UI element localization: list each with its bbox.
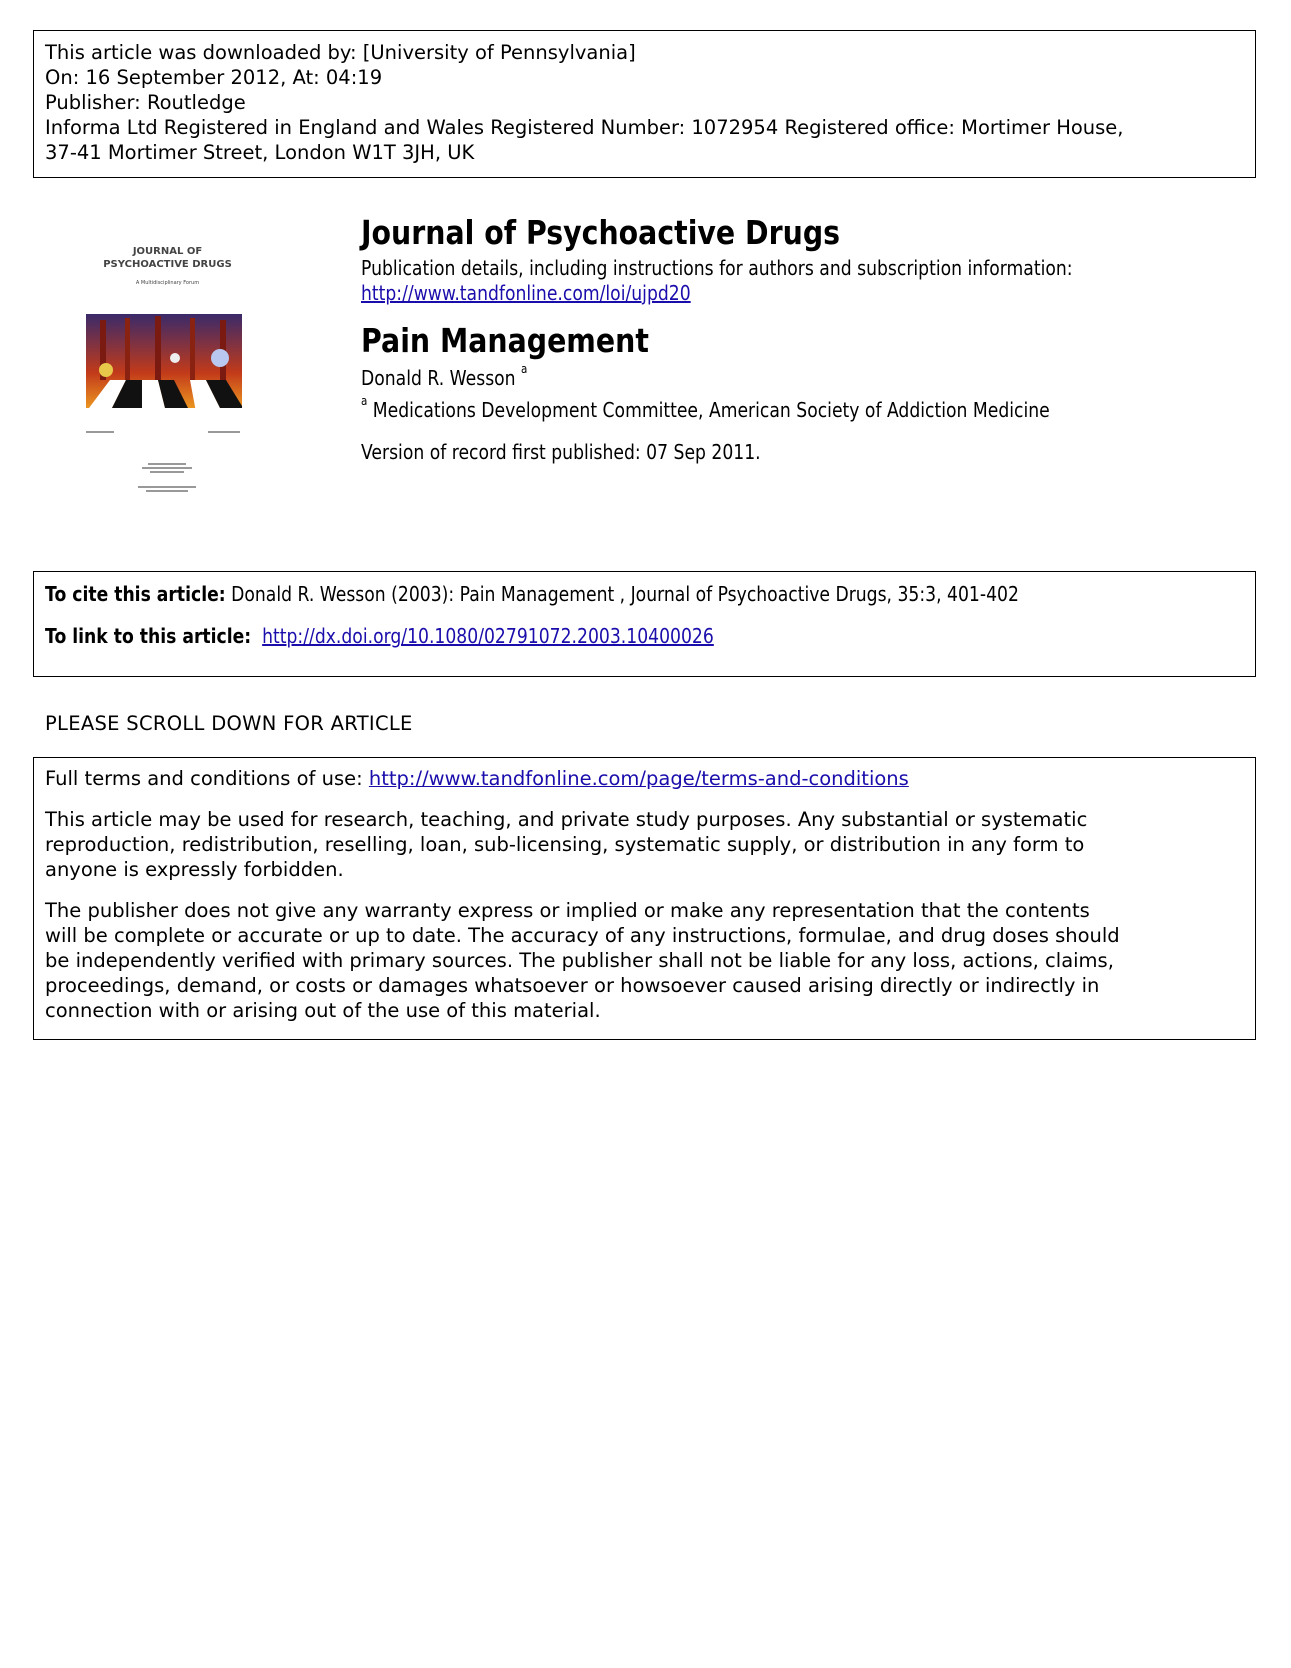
- author-affiliation-marker: a: [521, 362, 528, 376]
- disclaimer-line: connection with or arising out of the use of this material.: [45, 999, 601, 1022]
- cite-text: Donald R. Wesson (2003): Pain Management , Journal of Psychoactive Drugs, 35:3, 401-402: [231, 582, 1019, 606]
- journal-url-link[interactable]: http://www.tandfonline.com/loi/ujpd20: [361, 281, 691, 305]
- disclaimer-line: will be complete or accurate or up to date. The accuracy of any instructions, formulae, and drug doses should: [45, 924, 1120, 947]
- disclaimer-line: The publisher does not give any warranty express or implied or make any representation that the contents: [45, 899, 1090, 922]
- cover-title-line1: JOURNAL OF: [132, 246, 203, 257]
- publication-details: Publication details, including instructions for authors and subscription information:: [361, 256, 1073, 280]
- cite-line: [45, 582, 1019, 606]
- journal-title: Journal of Psychoactive Drugs: [361, 213, 841, 252]
- affiliation-line: [361, 394, 1050, 422]
- usage-line: reproduction, redistribution, reselling, loan, sub-licensing, systematic supply, or distribution in any form to: [45, 833, 1085, 856]
- download-date-line: On: 16 September 2012, At: 04:19: [45, 66, 383, 89]
- usage-paragraph: [45, 807, 1245, 882]
- scroll-down-note: PLEASE SCROLL DOWN FOR ARTICLE: [45, 712, 413, 735]
- usage-line: This article may be used for research, teaching, and private study purposes. Any substantial or systematic: [45, 808, 1088, 831]
- citation-box: [33, 571, 1256, 677]
- terms-label: Full terms and conditions of use:: [45, 767, 363, 790]
- link-label: To link to this article:: [45, 624, 252, 648]
- affiliation-text: Medications Development Committee, American Society of Addiction Medicine: [372, 398, 1050, 422]
- doi-link[interactable]: http://dx.doi.org/10.1080/02791072.2003.10400026: [262, 624, 714, 648]
- download-notice-box: [33, 30, 1256, 178]
- author-name: Donald R. Wesson: [361, 366, 516, 390]
- disclaimer-line: proceedings, demand, or costs or damages whatsoever or howsoever caused arising directly or indirectly in: [45, 974, 1100, 997]
- cover-subtitle: A Multidisciplinary Forum: [135, 280, 200, 286]
- address-line: 37-41 Mortimer Street, London W1T 3JH, UK: [45, 141, 475, 164]
- author-line: [361, 362, 528, 390]
- affiliation-marker: a: [361, 394, 368, 408]
- version-of-record: Version of record first published: 07 Sep 2011.: [361, 440, 761, 464]
- downloaded-by-line: This article was downloaded by: [University of Pennsylvania]: [45, 41, 636, 64]
- registration-line: Informa Ltd Registered in England and Wales Registered Number: 1072954 Registered office: Mortimer House,: [45, 116, 1124, 139]
- terms-box: [33, 757, 1256, 1040]
- terms-link[interactable]: http://www.tandfonline.com/page/terms-and-conditions: [368, 767, 909, 790]
- journal-cover-image: [80, 230, 255, 510]
- cover-title-line2: PSYCHOACTIVE DRUGS: [103, 259, 232, 270]
- cover-artwork: [80, 230, 255, 510]
- disclaimer-paragraph: [45, 898, 1245, 1023]
- link-line: [45, 624, 714, 648]
- disclaimer-line: be independently verified with primary sources. The publisher shall not be liable for any loss, actions, claims,: [45, 949, 1114, 972]
- publisher-line: Publisher: Routledge: [45, 91, 246, 114]
- terms-line: [45, 766, 1245, 791]
- cite-label: To cite this article:: [45, 582, 226, 606]
- usage-line: anyone is expressly forbidden.: [45, 858, 344, 881]
- article-title: Pain Management: [361, 321, 649, 360]
